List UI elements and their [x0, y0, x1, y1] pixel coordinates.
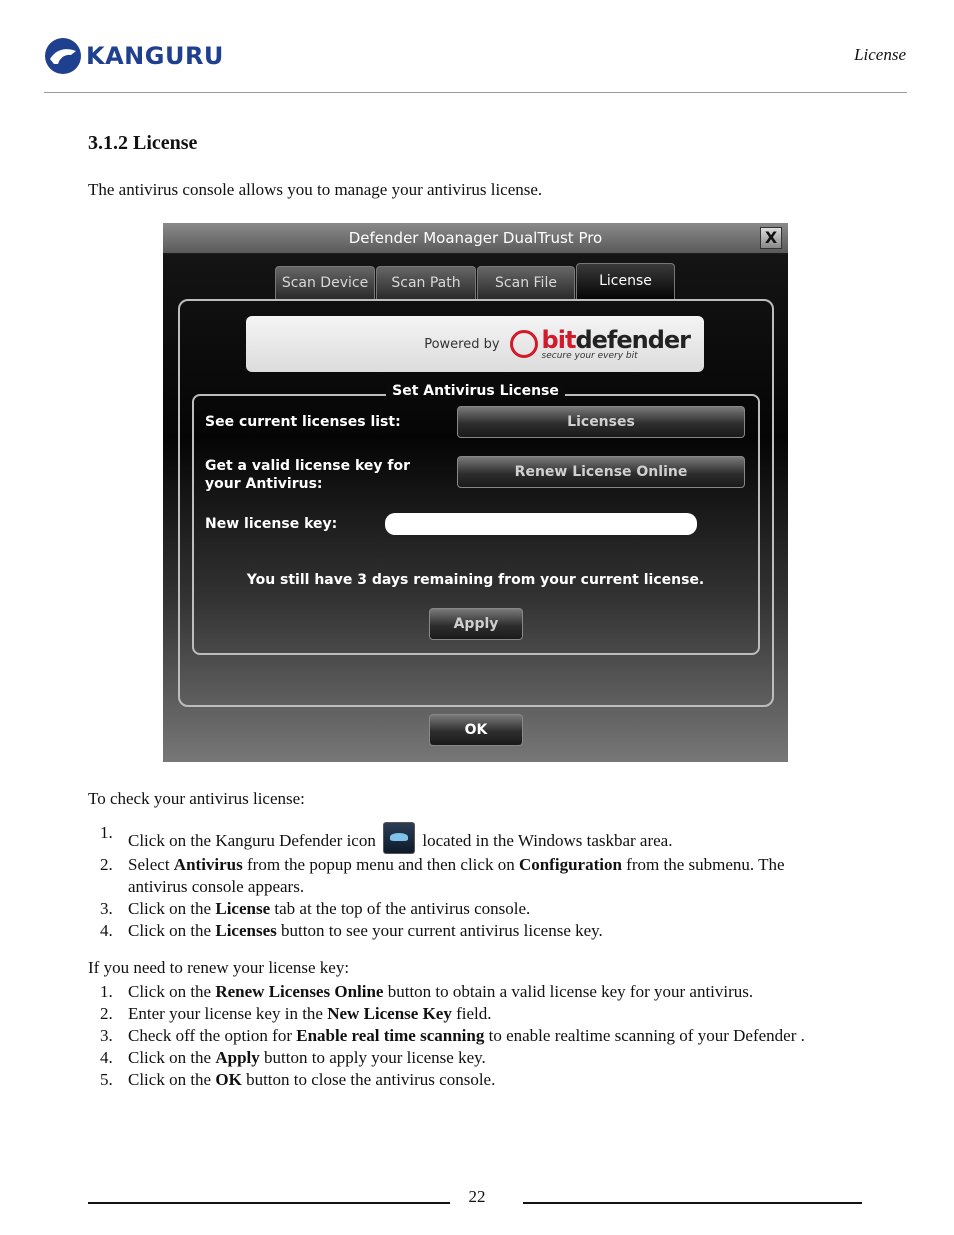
renew-row-label-line1: Get a valid license key for: [205, 458, 411, 474]
step-text: from the popup menu and then click on: [242, 855, 519, 874]
step-bold: Licenses: [215, 921, 277, 940]
step-bold: New License Key: [327, 1004, 452, 1023]
renew-row-label-line2: your Antivirus:: [205, 476, 323, 492]
licenses-row-label: See current licenses list:: [205, 414, 401, 430]
renew-license-online-button[interactable]: Renew License Online: [457, 456, 745, 488]
list-item: 3. Click on the License tab at the top of the antivirus console.: [100, 899, 531, 918]
step-text: Click on the: [128, 982, 216, 1001]
bitdefender-tagline: secure your every bit: [541, 350, 638, 361]
step-text: from the submenu. The: [621, 855, 785, 874]
tab-scan-device[interactable]: Scan Device: [275, 266, 375, 299]
header-divider: [44, 92, 907, 93]
step-text: button to see your current antivirus license key.: [276, 921, 603, 940]
list-item: 4. Click on the Licenses button to see your current antivirus license key.: [100, 921, 603, 940]
tab-license[interactable]: License: [576, 263, 675, 299]
kanguru-logo: [44, 36, 224, 76]
bitdefender-banner: [246, 316, 704, 372]
console-title-bar: Defender Moanager DualTrust Pro: [163, 223, 788, 253]
renew-license-steps: [88, 981, 878, 1091]
new-key-label: New license key:: [205, 516, 338, 532]
page-number: 22: [468, 1187, 486, 1206]
tab-scan-file[interactable]: Scan File: [477, 266, 575, 299]
bitdefender-wordmark: [541, 325, 690, 361]
intro-paragraph: The antivirus console allows you to manage your antivirus license.: [88, 180, 543, 199]
step-bold: OK: [215, 1070, 242, 1089]
list-item: 2. Enter your license key in the New License Key field.: [100, 1004, 492, 1023]
list-item: 1. Click on the Renew Licenses Online button to obtain a valid license key for your antivirus.: [100, 982, 754, 1001]
step-text: Check off the option for: [128, 1026, 297, 1045]
check-license-steps: [88, 822, 878, 942]
bitdefender-logo-icon: [510, 330, 538, 358]
step-bold: Enable real time scanning: [296, 1026, 485, 1045]
renew-license-heading: If you need to renew your license key:: [88, 958, 350, 977]
step-bold: Renew Licenses Online: [215, 982, 384, 1001]
step-text: Click on the: [128, 1070, 216, 1089]
check-license-heading: To check your antivirus license:: [88, 789, 305, 808]
close-button[interactable]: X: [760, 227, 782, 249]
step-text: field.: [451, 1004, 492, 1023]
step-text: Select: [128, 855, 174, 874]
step-text: located in the Windows taskbar area.: [422, 831, 673, 850]
licenses-button[interactable]: Licenses: [457, 406, 745, 438]
step-bold: Antivirus: [173, 855, 243, 874]
step-bold: Configuration: [518, 855, 622, 874]
powered-by-label: Powered by: [424, 336, 500, 352]
step-text: Enter your license key in the: [128, 1004, 328, 1023]
step-text: Click on the: [128, 921, 216, 940]
brand-name-prefix: bit: [541, 325, 576, 354]
step-text: antivirus console appears.: [128, 877, 305, 896]
bitdefender-name: [541, 325, 690, 354]
list-item: 5. Click on the OK button to close the antivirus console.: [100, 1070, 496, 1089]
step-text: to enable realtime scanning of your Defender .: [484, 1026, 805, 1045]
step-text: Click on the Kanguru Defender icon: [128, 831, 376, 850]
footer-rule-right: [523, 1202, 862, 1204]
section-title: 3.1.2 License: [88, 132, 198, 154]
step-text: tab at the top of the antivirus console.: [270, 899, 531, 918]
kangaroo-logo-icon: [44, 37, 82, 75]
apply-button[interactable]: Apply: [429, 608, 523, 640]
ok-button[interactable]: OK: [429, 714, 523, 746]
remaining-days-text: You still have 3 days remaining from your current license.: [246, 572, 705, 588]
list-item: 2. Select Antivirus from the popup menu and then click on Configuration from the submenu. The antivirus console appears.: [100, 855, 785, 896]
new-license-key-input[interactable]: [385, 513, 697, 535]
group-title-text: Set Antivirus License: [386, 383, 565, 399]
step-text: Click on the: [128, 1048, 216, 1067]
step-text: button to obtain a valid license key for your antivirus.: [383, 982, 754, 1001]
kanguru-defender-taskbar-icon: [383, 822, 415, 854]
step-text: button to close the antivirus console.: [241, 1070, 496, 1089]
list-item: 3. Check off the option for Enable real time scanning to enable realtime scanning of your Defender .: [100, 1026, 805, 1045]
logo-wordmark: KANGURU: [86, 42, 224, 70]
running-header-section: License: [854, 45, 906, 64]
antivirus-console-window: [163, 223, 788, 762]
group-title: [163, 383, 788, 399]
step-bold: License: [215, 899, 271, 918]
step-bold: Apply: [215, 1048, 260, 1067]
tab-scan-path[interactable]: Scan Path: [376, 266, 476, 299]
list-item: 1. Click on the Kanguru Defender icon located in the Windows taskbar area.: [88, 822, 878, 854]
step-text: button to apply your license key.: [259, 1048, 486, 1067]
step-text: Click on the: [128, 899, 216, 918]
list-item: 4. Click on the Apply button to apply your license key.: [100, 1048, 486, 1067]
brand-name-suffix: defender: [575, 325, 690, 354]
